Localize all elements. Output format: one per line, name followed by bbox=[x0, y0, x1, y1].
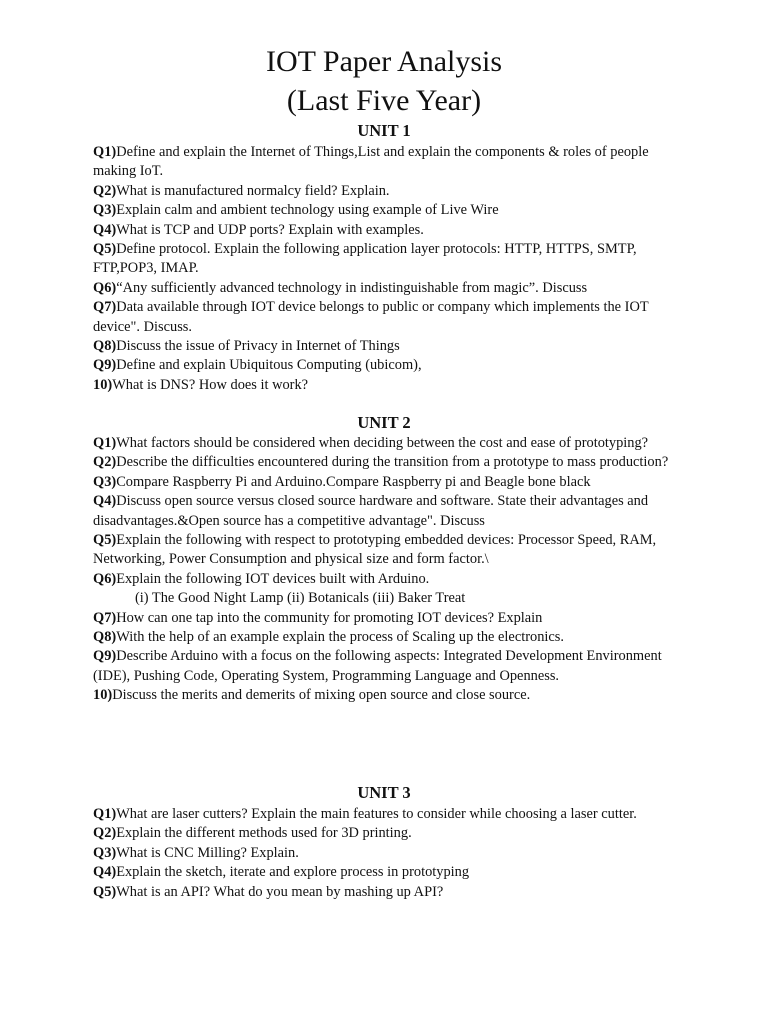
question-number: Q9) bbox=[93, 648, 117, 665]
question-number: Q3) bbox=[93, 844, 117, 861]
document-subtitle: (Last Five Year) bbox=[286, 84, 482, 117]
question-text: Explain the different methods used for 3D printing. bbox=[116, 825, 412, 842]
question-item bbox=[93, 824, 673, 843]
question-number: 10) bbox=[93, 687, 113, 704]
question-item bbox=[93, 434, 673, 453]
question-number: Q5) bbox=[93, 241, 117, 258]
question-item bbox=[93, 201, 673, 220]
question-number: 10) bbox=[93, 376, 113, 393]
question-item bbox=[93, 609, 673, 628]
question-item bbox=[93, 473, 673, 492]
question-number: Q4) bbox=[93, 864, 117, 881]
question-text: “Any sufficiently advanced technology in indistinguishable from magic”. Discuss bbox=[116, 279, 588, 296]
question-item bbox=[93, 844, 673, 863]
question-item bbox=[93, 805, 673, 824]
question-number: Q7) bbox=[93, 299, 117, 316]
question-text: Define and explain Ubiquitous Computing (ubicom), bbox=[116, 357, 422, 374]
question-number: Q8) bbox=[93, 629, 117, 646]
question-subline: (i) The Good Night Lamp (ii) Botanicals (iii) Baker Treat bbox=[135, 590, 466, 607]
question-item bbox=[93, 143, 673, 182]
question-item bbox=[93, 570, 673, 609]
question-item bbox=[93, 453, 673, 472]
question-text: What is DNS? How does it work? bbox=[112, 376, 309, 393]
question-text: Explain the following with respect to prototyping embedded devices: Processor Speed, RAM, Networking, Power Consumption and physical size and form factor.\ bbox=[93, 532, 657, 568]
question-number: Q4) bbox=[93, 221, 117, 238]
question-number: Q2) bbox=[93, 182, 117, 199]
unit-1-heading: UNIT 1 bbox=[357, 121, 411, 140]
question-text: Explain calm and ambient technology using example of Live Wire bbox=[116, 202, 499, 219]
unit-3-heading: UNIT 3 bbox=[357, 783, 411, 802]
question-item bbox=[93, 647, 673, 686]
question-text: Define protocol. Explain the following application layer protocols: HTTP, HTTPS, SMTP, FTP,POP3, IMAP. bbox=[93, 241, 637, 277]
question-number: Q1) bbox=[93, 435, 117, 451]
question-text: Discuss the merits and demerits of mixing open source and close source. bbox=[112, 687, 531, 704]
unit-1-question-list bbox=[93, 143, 673, 395]
question-item bbox=[93, 182, 673, 201]
question-item bbox=[93, 221, 673, 240]
question-text: Discuss open source versus closed source hardware and software. State their advantages and disadvantages.&Open source has a competitive advantage". Discuss bbox=[93, 493, 649, 529]
question-number: Q2) bbox=[93, 454, 117, 471]
unit-2-heading: UNIT 2 bbox=[357, 413, 411, 432]
unit-3-question-list bbox=[93, 805, 673, 902]
question-number: Q9) bbox=[93, 357, 117, 374]
question-number: Q6) bbox=[93, 570, 117, 587]
unit-2-question-list bbox=[93, 434, 673, 706]
question-text: Explain the following IOT devices built with Arduino. bbox=[116, 570, 430, 587]
question-number: Q5) bbox=[93, 532, 117, 549]
question-number: Q3) bbox=[93, 473, 117, 490]
question-number: Q8) bbox=[93, 338, 117, 355]
question-text: Discuss the issue of Privacy in Internet of Things bbox=[116, 338, 400, 355]
question-number: Q7) bbox=[93, 609, 117, 626]
question-number: Q5) bbox=[93, 883, 117, 900]
question-item bbox=[93, 628, 673, 647]
question-item bbox=[93, 298, 673, 337]
question-number: Q6) bbox=[93, 279, 117, 296]
question-text: What are laser cutters? Explain the main features to consider while choosing a laser cutter. bbox=[116, 806, 637, 822]
question-text: Explain the sketch, iterate and explore process in prototyping bbox=[116, 864, 470, 881]
question-text: Describe the difficulties encountered during the transition from a prototype to mass production? bbox=[116, 454, 669, 471]
question-text: Define and explain the Internet of Things,List and explain the components & roles of people making IoT. bbox=[93, 144, 649, 180]
question-text: What is manufactured normalcy field? Explain. bbox=[116, 182, 390, 199]
question-text: With the help of an example explain the process of Scaling up the electronics. bbox=[116, 629, 564, 646]
question-text: Compare Raspberry Pi and Arduino.Compare Raspberry pi and Beagle bone black bbox=[116, 473, 591, 490]
question-text: What factors should be considered when deciding between the cost and ease of prototyping? bbox=[116, 435, 649, 451]
question-number: Q3) bbox=[93, 202, 117, 219]
question-item bbox=[93, 356, 673, 375]
question-item bbox=[93, 531, 673, 570]
question-item bbox=[93, 376, 673, 395]
question-text: What is an API? What do you mean by mashing up API? bbox=[116, 883, 444, 900]
question-text: Data available through IOT device belongs to public or company which implements the IOT device". Discuss. bbox=[93, 299, 649, 335]
question-item bbox=[93, 279, 673, 298]
question-number: Q2) bbox=[93, 825, 117, 842]
question-item bbox=[93, 686, 673, 705]
question-text: How can one tap into the community for promoting IOT devices? Explain bbox=[116, 609, 543, 626]
question-text: What is TCP and UDP ports? Explain with examples. bbox=[116, 221, 424, 238]
question-item bbox=[93, 337, 673, 356]
question-item bbox=[93, 883, 673, 902]
question-number: Q4) bbox=[93, 493, 117, 510]
question-item bbox=[93, 492, 673, 531]
question-item bbox=[93, 240, 673, 279]
question-item bbox=[93, 863, 673, 882]
question-number: Q1) bbox=[93, 806, 117, 822]
document-title: IOT Paper Analysis bbox=[265, 45, 503, 78]
question-text: What is CNC Milling? Explain. bbox=[116, 844, 299, 861]
question-text: Describe Arduino with a focus on the following aspects: Integrated Development Environment (IDE), Pushing Code, Operating System, Programming Language and Openness. bbox=[93, 648, 662, 684]
question-number: Q1) bbox=[93, 144, 117, 160]
